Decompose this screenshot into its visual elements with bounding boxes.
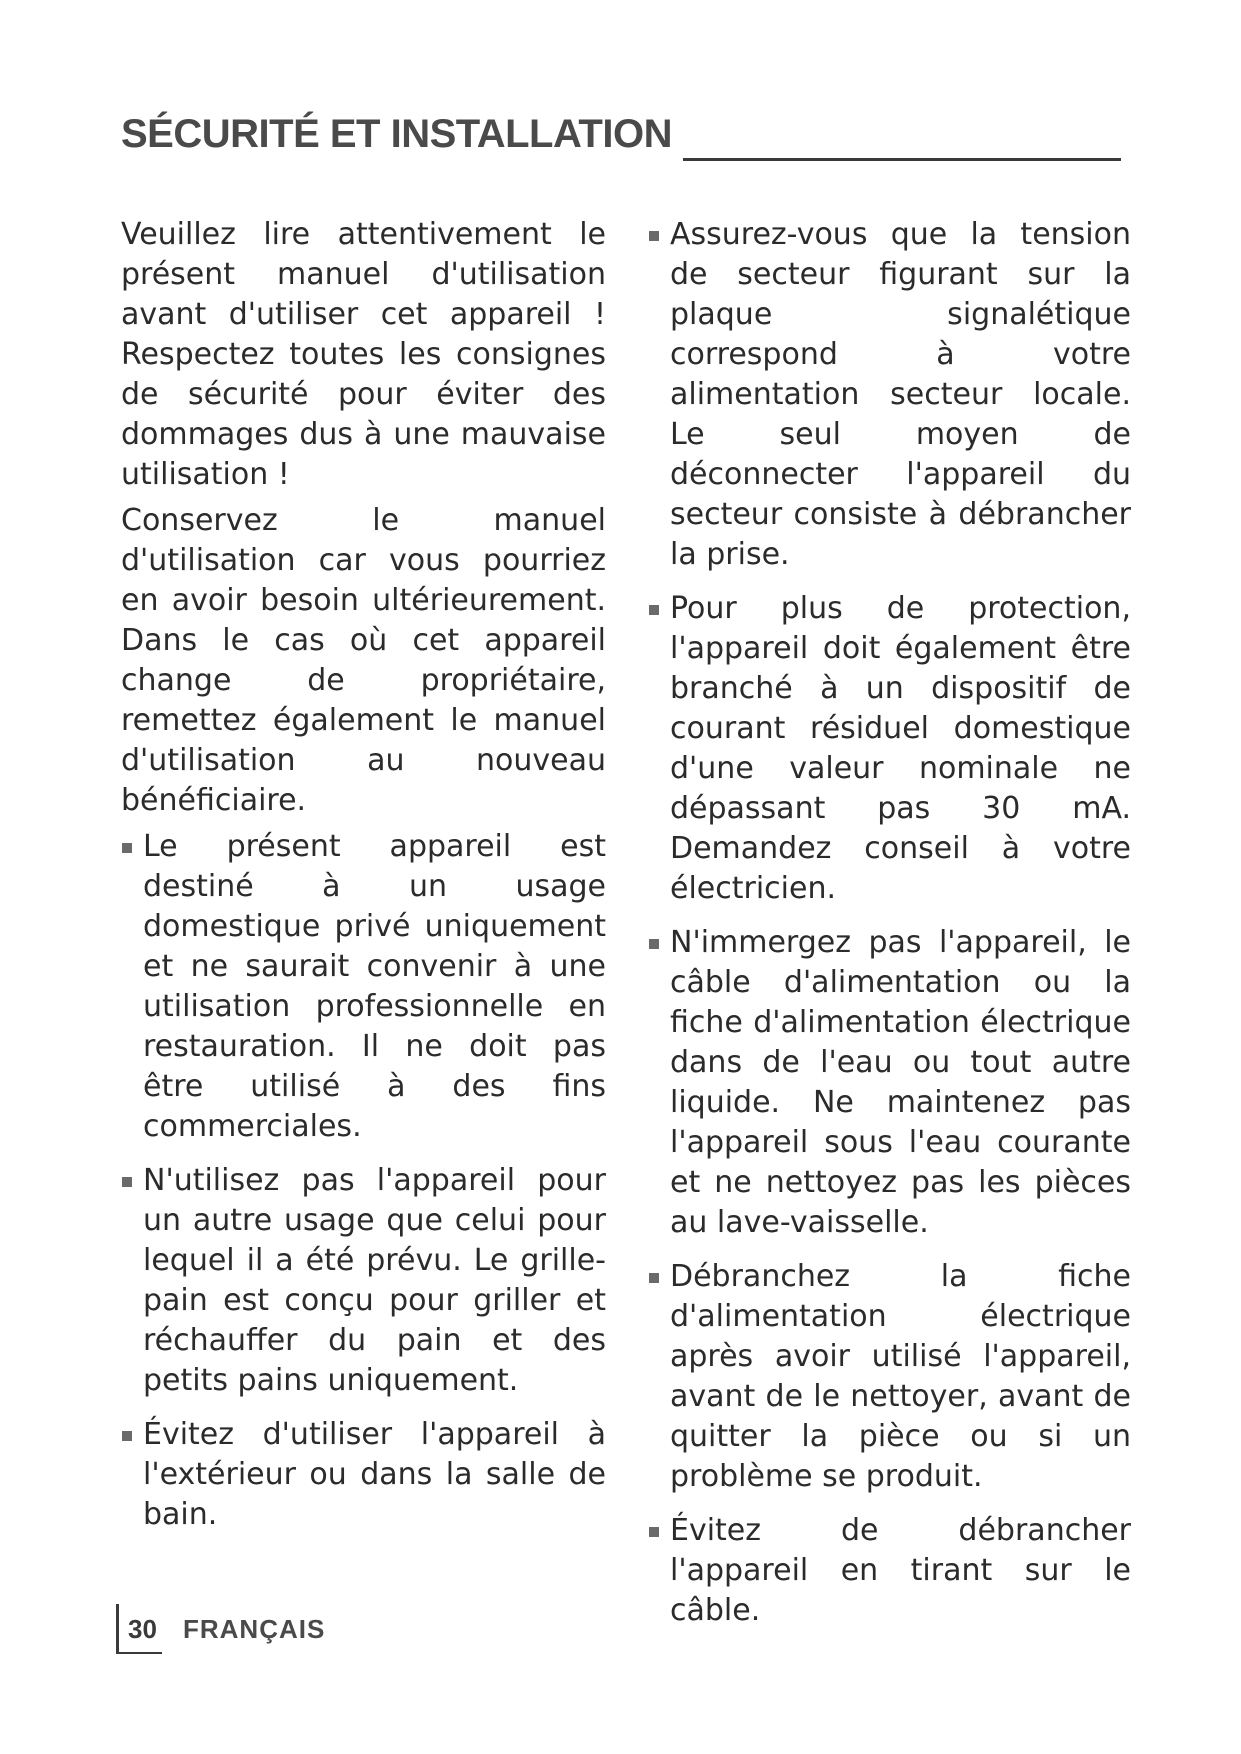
right-column bbox=[648, 215, 1131, 1645]
left-column bbox=[121, 215, 606, 1549]
safety-list-right bbox=[648, 215, 1131, 1631]
safety-list-left bbox=[121, 827, 606, 1535]
list-item-text: Pour plus de protection, l'appareil doit également être branché à un dispositif de courant résiduel domestique d'une valeur nominale ne dépassant pas 30 mA. Demandez conseil à votre électricien. bbox=[670, 591, 1131, 906]
footer-underline bbox=[116, 1652, 162, 1654]
list-item-text: Débranchez la fiche d'alimentation électrique après avoir utilisé l'appareil, avant de le nettoyer, avant de quitter la pièce ou si un problème se produit. bbox=[670, 1259, 1131, 1494]
intro-paragraph: Conservez le manuel d'utilisation car vous pourriez en avoir besoin ultérieurement. Dans le cas où cet appareil change de propriétaire, remettez également le manuel d'utilisation au nouveau bénéficiaire. bbox=[121, 503, 606, 818]
intro-paragraph: Veuillez lire attentivement le présent manuel d'utilisation avant d'utiliser cet appareil ! Respectez toutes les consignes de sécurité pour éviter des dommages dus à une mauvaise utilisation ! bbox=[121, 217, 606, 492]
header-rule bbox=[683, 158, 1121, 161]
list-item bbox=[648, 1511, 1131, 1631]
list-item-text: Le présent appareil est destiné à un usage domestique privé uniquement et ne saurait convenir à une utilisation professionnelle en restauration. Il ne doit pas être utilisé à des fins commerciales. bbox=[143, 829, 606, 1144]
page-footer bbox=[116, 1604, 516, 1654]
list-item-text: N'immergez pas l'appareil, le câble d'alimentation ou la fiche d'alimentation électrique dans de l'eau ou tout autre liquide. Ne maintenez pas l'appareil sous l'eau courante et ne nettoyez pas les pièces au lave-vaisselle. bbox=[670, 925, 1131, 1240]
list-item-text: Assurez-vous que la tension de secteur figurant sur la plaque signalétique correspond à votre alimentation secteur locale. Le seul moyen de déconnecter l'appareil du secteur consiste à débrancher la prise. bbox=[670, 217, 1131, 572]
list-item bbox=[121, 827, 606, 1147]
section-header bbox=[121, 112, 1121, 172]
square-bullet-icon bbox=[649, 231, 659, 241]
list-item-text: N'utilisez pas l'appareil pour un autre usage que celui pour lequel il a été prévu. Le grille-pain est conçu pour griller et réchauffer du pain et des petits pains uniquement. bbox=[143, 1163, 606, 1398]
page-number: 30 bbox=[128, 1614, 157, 1644]
square-bullet-icon bbox=[122, 1177, 132, 1187]
square-bullet-icon bbox=[649, 605, 659, 615]
list-item bbox=[121, 1415, 606, 1535]
square-bullet-icon bbox=[122, 843, 132, 853]
square-bullet-icon bbox=[122, 1431, 132, 1441]
list-item bbox=[121, 1161, 606, 1401]
list-item-text: Évitez de débrancher l'appareil en tirant sur le câble. bbox=[670, 1513, 1131, 1628]
square-bullet-icon bbox=[649, 939, 659, 949]
list-item bbox=[648, 923, 1131, 1243]
footer-divider bbox=[116, 1604, 119, 1654]
list-item bbox=[648, 215, 1131, 575]
footer-language: FRANÇAIS bbox=[183, 1614, 326, 1644]
list-item-text: Évitez d'utiliser l'appareil à l'extérieur ou dans la salle de bain. bbox=[143, 1417, 606, 1532]
section-title: SÉCURITÉ ET INSTALLATION bbox=[121, 112, 672, 156]
square-bullet-icon bbox=[649, 1527, 659, 1537]
list-item bbox=[648, 589, 1131, 909]
list-item bbox=[648, 1257, 1131, 1497]
square-bullet-icon bbox=[649, 1273, 659, 1283]
